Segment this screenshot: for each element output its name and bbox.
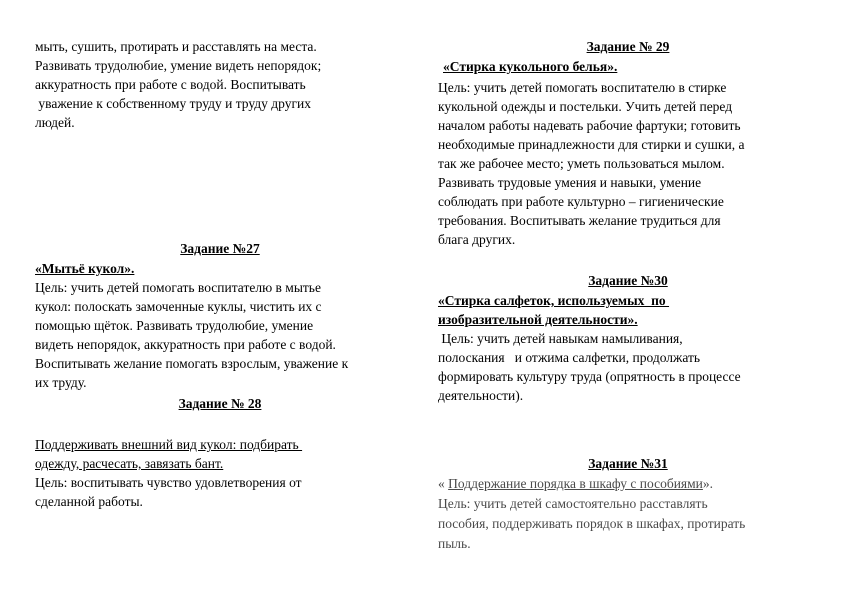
task-heading: Задание № 28 <box>178 396 262 411</box>
text-line: Развивать трудолюбие, умение видеть непорядок; <box>35 58 322 73</box>
task-title <box>438 475 713 493</box>
task-heading: Задание №31 <box>588 456 668 471</box>
text-line: так же рабочее место; уметь пользоваться мылом. <box>438 156 725 171</box>
text-line: Цель: воспитывать чувство удовлетворения от <box>35 475 302 490</box>
text-line: пособия, поддерживать порядок в шкафах, протирать <box>438 516 746 531</box>
task-title: «Стирка салфеток, используемых по <box>438 293 670 308</box>
text-line: деятельности). <box>438 388 524 403</box>
task-title-link[interactable]: Поддержание порядка в шкафу с пособиями <box>448 476 703 491</box>
text-line: пыль. <box>438 536 471 551</box>
task-title: «Стирка кукольного белья». <box>443 59 618 74</box>
text-line: помощью щёток. Развивать трудолюбие, умение <box>35 318 314 333</box>
task-title: Поддерживать внешний вид кукол: подбирать <box>35 437 303 452</box>
left-column <box>0 0 420 595</box>
task-title: одежду, расчесать, завязать бант. <box>35 456 224 471</box>
text-line: видеть непорядок, аккуратность при работе с водой. <box>35 337 336 352</box>
text-line: уважение к собственному труду и труду других <box>35 96 311 111</box>
text-line: началом работы надевать рабочие фартуки; готовить <box>438 118 741 133</box>
task-heading: Задание №27 <box>180 241 260 256</box>
text-line: их труду. <box>35 375 87 390</box>
task-heading: Задание №30 <box>588 273 668 288</box>
text-line: Цель: учить детей помогать воспитателю в стирке <box>438 80 727 95</box>
text-line: кукольной одежды и постельки. Учить детей перед <box>438 99 733 114</box>
text-line: полоскания и отжима салфетки, продолжать <box>438 350 701 365</box>
text-line: необходимые принадлежности для стирки и сушки, а <box>438 137 745 152</box>
text-line: аккуратность при работе с водой. Воспитывать <box>35 77 306 92</box>
text-line: Воспитывать желание помогать взрослым, уважение к <box>35 356 349 371</box>
title-close: ». <box>702 476 714 491</box>
text-line: сделанной работы. <box>35 494 143 509</box>
text-line: людей. <box>35 115 75 130</box>
text-line: кукол: полоскать замоченные куклы, чистить их с <box>35 299 322 314</box>
text-line: Цель: учить детей самостоятельно расставлять <box>438 496 708 511</box>
task-title: «Мытьё кукол». <box>35 261 135 276</box>
right-column <box>421 0 842 595</box>
text-line: Цель: учить детей навыкам намыливания, <box>438 331 683 346</box>
task-title: изобразительной деятельности». <box>438 312 638 327</box>
text-line: блага других. <box>438 232 516 247</box>
text-line: формировать культуру труда (опрятность в процессе <box>438 369 741 384</box>
text-line: Цель: учить детей помогать воспитателю в мытье <box>35 280 321 295</box>
text-line: мыть, сушить, протирать и расставлять на места. <box>35 39 317 54</box>
task-heading: Задание № 29 <box>586 39 670 54</box>
text-line: Развивать трудовые умения и навыки, умение <box>438 175 702 190</box>
title-open: « <box>438 476 449 491</box>
text-line: соблюдать при работе культурно – гигиенические <box>438 194 724 209</box>
text-line: требования. Воспитывать желание трудиться для <box>438 213 721 228</box>
